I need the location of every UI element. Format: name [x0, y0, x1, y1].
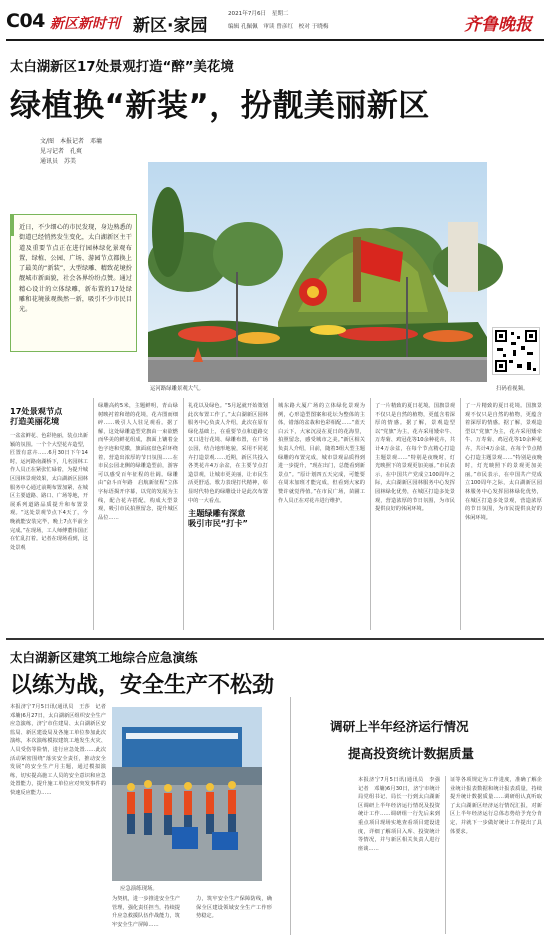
- column-divider: [290, 697, 291, 935]
- emergency-drill-image: [112, 707, 262, 881]
- subheading-text: 17处景观节点 打造美丽花境: [10, 406, 63, 426]
- column-divider: [370, 398, 371, 630]
- section-divider: [6, 638, 544, 640]
- article2-column-3: 力，筑牢安全生产保障防线，确保全区建设领域安全生产工作形势稳定。: [196, 896, 272, 920]
- article2-headline: 以练为战，安全生产不松劲: [10, 673, 275, 698]
- article2-kicker: 太白湖新区建筑工地综合应急演练: [10, 650, 198, 665]
- article2-column-2: 为契机，进一步推进安全生产管理，强化责任担当，持续提升应急救援队伍作战能力，筑牢安全生产屏障……: [112, 896, 180, 928]
- article1-headline: 绿植换“新装”，扮靓美丽新区: [10, 88, 430, 124]
- article1-byline: [40, 137, 102, 167]
- column-3a: 礼花以及绿色。“5月起就开始策划此次布置工作了。”太白湖新区园林服务中心负责人介绍，此次在原有绿化基础上，在重要节点和道路交叉口进行花境、绿雕布置，在广场公园，结合地形地貌，采用不同花卉打造景观……近期，新区共投入各类花卉4万余盆，在主要节点打造景观，让城市更美丽，让市民生活更舒适。歌力表现打代精神，彰显时代特色的绿雕设计是此次布置中的一大看点。: [188, 403, 268, 504]
- article3-headline-1: 调研上半年经济运行情况: [330, 719, 469, 734]
- article1-kicker: 太白湖新区17处景观打造“醉”美花境: [10, 60, 234, 75]
- article3-headline-2: 提高投资统计数据质量: [348, 746, 474, 761]
- lead-text: 近日，不少细心的市民发现，身边熟悉的街道已经悄然发生变化，太白湖新区主干道及重要节点正在进行园林绿化景观布置，绿植、公园、广场、游园节点都换上了最美的“新装”，大型绿雕、精致花境扮靓城市新面貌，社会各界纷纷点赞。通过精心设计的立体绿雕，新布置的17处绿雕和花境景观焕然一新，吸引不少市民目光。: [19, 224, 132, 314]
- qr-caption: 扫码看视频。: [496, 386, 529, 392]
- drill-photo-caption: 应急演练现场。: [120, 886, 158, 892]
- qr-code-icon: [493, 328, 539, 374]
- column-divider: [183, 398, 184, 630]
- subheading-sculpture: [188, 508, 283, 528]
- drill-photo: [112, 707, 262, 881]
- article2-column-1: 本报济宁7月5日讯(通讯员 王莎 记者 邓墉)6月27日，太白湖新区组织安全生产应急演练，济宁市住建局、太白湖新区安监局、新区建设局及各施工单位参加此次演练，本次演练模拟建筑工地发生火灾、人员受伤等险情，进行应急处置……此次活动紧密围绕“落实安全责任，推动安全发展”的安全生产月主题，通过模拟演练，切实提高施工人员的安全意识和应急处置能力，提升施工单位应对突发事件的快速反应能力……: [10, 704, 112, 796]
- subheading-text: 主题绿雕有深意 吸引市民“打卡”: [188, 508, 248, 528]
- byline-line: 见习记者 孔爽: [40, 148, 83, 155]
- lead-accent-bar: [10, 214, 14, 236]
- article1-body: [10, 398, 542, 638]
- brand-logo: 齐鲁晚报: [464, 15, 532, 35]
- section-name: 新区·家园: [133, 16, 208, 36]
- brand-small: 新区新时刊: [50, 16, 120, 32]
- main-photo: [148, 162, 487, 382]
- photo-caption: 运河路绿雕景观大气。: [150, 386, 204, 392]
- column-2: 绿雕高约5米，主题鲜明，青山绿树映衬着和谐的花境，花卉图而细碎……吸引人人驻足观看。据了解，这处绿雕造型党旗由一束欲燃而华美的鲜花组成，旗面上镶着金色字迹和党徽，旗面底盘色彩环绕着，营造出浓厚的节日氛围……在市民公园北侧的绿雕造型前，游客可以感受百年征程的壮阔。绿雕由“奋斗百年路 启航新征程”立体字标语揭开序幕，以党的发展为主线，配合花卉搭配，构成大型景观，吸引市民拍照留念，提升城区品位……: [98, 403, 178, 521]
- column-divider: [273, 398, 274, 630]
- column-1: 一盆盆鲜花、色彩艳丽，装点出新颖的氛围。一个个大型花卉造型，匠置有意卉……6月30日下午14时，运河路南湖桥下，几名园林工作人员正在紧张忙碌着，为提升城区园林景观效果，太白湖新区园林服务中心通过前期布置加紧，在城区主要道路、路口、广场等地，开展系列道路品质提升和布置景观。“这处景观节点下4天了，今晚就能安装完毕，晚上7点半前全完成。”在现场，工人师傅董伟国正在忙乱打着。记者在现场看到，这处景观: [10, 433, 88, 551]
- byline-line: 通讯员 苏美: [40, 158, 77, 165]
- lead-box: [10, 214, 137, 352]
- article3-column-2: 证等各项规定为工作进度，准确了解企业统计报表数据和统计报表质量，持续提升统计数据质量……调研组认真听取了太白湖新区经济运行情况汇报，对新区上半年经济运行总体态势给予充分肯定，并就下一步做好统计工作提出了具体要求。: [450, 777, 542, 835]
- article3-column-1: 本报济宁7月5日讯(通讯员 李强 记者 邓墉)6月30日，济宁市统计局党组书记、局长一行到太白湖新区调研上半年经济运行情况及投资统计工作……调研组一行先后来到重点项目现场实地查看项目建设进度，详细了解项目入库、投资统计等情况，并与新区相关负责人进行座谈……: [358, 777, 446, 852]
- column-6: 了一片精致的夏日花境。国旗景观不仅只是自然的植物，更蕴含着深厚的情感。据了解，景观造型以“党旗”为主，花卉采用矮牵牛、万寿菊、鸡冠花等10余种花卉，共计4万余盆，在每个节点精心打造主题景观……“特别是夜晚时，灯光映照下的景观更加美丽。”市民表示，在中国共产党成立100周年之际，太白湖新区园林服务中心发挥园林绿化优势，在城区打造多处景观，营造浓厚的节日氛围，为市民提供良好的休闲环境。: [465, 403, 542, 521]
- page-code: C04: [6, 10, 45, 32]
- staff-line: 编辑 孔佩佩 审读 曾彦红 校对 于晓梅: [228, 24, 329, 30]
- date-line: 2021年7月6日 星期二: [228, 11, 289, 17]
- column-divider: [93, 398, 94, 630]
- column-divider: [460, 398, 461, 630]
- byline-line: 文/图 本报记者 邓墉: [40, 138, 103, 145]
- flower-sculpture-image: [148, 162, 487, 382]
- column-divider: [445, 776, 446, 934]
- column-4: 城东路大厦广场的立体绿化景观为例，心形造型图案和花坛为整体的主体，错落的盆栽和色彩相配……“蓝天白云下，大家沉浸在夏日的花海里，拍照留念，感受城市之美。”新区相关负责人介绍，目前，随着3组大型主题绿雕的布置完成，城市景观品质得到进一步提升，“现在出门，总能看到新景点”。“原计划四五天完成，可能要在周末加班才能完成，但看到大家的赞许就觉得值。”在市民广场，苗圃工作人员正在对花卉进行维护。: [278, 403, 365, 504]
- header-rule: [6, 39, 544, 41]
- page-header: [0, 0, 550, 42]
- qr-code[interactable]: [492, 327, 540, 375]
- subheading-17-nodes: [10, 406, 88, 426]
- column-5: 了一片精致的夏日花境。国旗景观不仅只是自然的植物，更蕴含着深厚的情感。据了解，景观造型以“党旗”为主，花卉采用矮牵牛、万寿菊、鸡冠花等10余种花卉，共计4万余盆，在每个节点精心打造主题景观……“特别是夜晚时，灯光映照下的景观更加美丽。”市民表示，在中国共产党成立100周年之际，太白湖新区园林服务中心发挥园林绿化优势，在城区打造多处景观，营造浓厚的节日氛围，为市民提供良好的休闲环境。: [375, 403, 455, 513]
